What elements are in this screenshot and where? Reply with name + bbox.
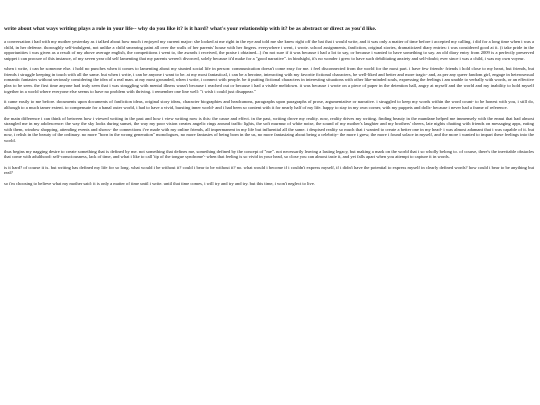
paragraph: the main difference i can think of between how i viewed writing in the past and how i view writing now is this: the cause and effect. in the past, writing drove my reality. now, reality drives my writing. finding beauty in the mundane helped me immensely with the ennui that had almost strangled me in my adolescence: the way the sky looks during sunset, the way my poor vision creates angelic rings around traffic lights, the soft murmur of white noise, the sound of my mother's laughter and my brothers' cheers, late nights chatting with friends on messaging apps, eating with them, window shopping, attending events and shows- the connections i've made with my online friends, all impermanent in my life but influential all the same. i despised reality so much that i wanted to create a better one in my head- i was almost adamant that i was capable of it. but now, i relish in the beauty of the ordinary. no more "born in the wrong generation" monologues, no more fantasies of being born in the us, no more fantasizing about being a celebrity- the more i grew, the more i found solace in myself, and the more i wanted to impart these feelings into the world.	[4, 115, 534, 143]
paragraph: it came easily to me before. documents upon documents of fanfiction ideas, original story ideas, character biographies and headcanons, paragraphs upon paragraphs of prose, argumentative or narrative. i struggled to keep my words within the word count- to be honest with you, i still do, although to a much tamer extent. to compensate for a banal outer world, i had to have a vivid, bursting inner world- and i had been so content with it for nearly half of my life. happy to stay in my own corner, with my puppets and dolls- because i never had a frame of reference.	[4, 99, 534, 110]
document-page	[4, 26, 534, 192]
paragraph: thus begins my nagging desire to create something that is defined by me. not something that defines me, something defined by the concept of "me". not necessarily leaving a lasting legacy, but making a mark on the world that i so wholly belong to. of course, there's the inevitable obstacles that come with adulthood: self-consciousness, lack of time, and what i like to call 'tip of the tongue syndrome'- when that feeling is so vivid in your head, so close you can almost taste it, and yet falls apart when you attempt to capture it in words.	[4, 148, 534, 160]
paragraph: when i write, i can be someone else. i hold no punches when it comes to lamenting about my stunted social life in person: communication doesn't come easy for me. i feel disconnected from the world for the most part. i have few friends- friends i hold close to my heart, but friends, but friends i struggle keeping in touch with all the same. but when i write, i can be anyone i want to be. at my most fantastical, i can be a heroine, interacting with my favorite fictional characters, be well-liked and better and more tragic- and, as per any queer fandom girl, engage in heterosexual romantic fantasies without seriously considering the idea of a real man. at my most grounded, when i write, i connect with people. be it putting fictional characters in interesting situations with other like-minded souls, expressing the feelings i am unable to verbally with words, or an effective plea to be seen. the first time anyone had truly seen that i was struggling with mental illness wasn't because i reached out or because i had a visible meltdown. it was because i wrote on a piece of paper in the detention hall, angry at myself and the world and my inability to hold myself together in a world where everyone else seems to have no problem with thriving. i remember one line well: "i wish i could just disappear."	[4, 66, 534, 94]
paragraph: is it hard? of course it is. but writing has defined my life for so long. what would i be without it? could i bear to be without it? no. what would i become if i couldn't express myself, if i didn't have the potential to express myself in clearly defined words? how could i bear to be anything but real?	[4, 164, 534, 176]
document-title: write about what ways writing plays a role in your life-- why do you like it? is it hard? what's your relationship with it? be as abstract or direct as you'd like.	[4, 26, 377, 32]
paragraph: so i'm choosing to believe what my mother said: it is only a matter of time until i write. until that time comes, i will try and try and try. but this time, i won't neglect to live.	[4, 181, 315, 187]
paragraph: a conversation i had with my mother yesterday as i talked about how much i enjoyed my current major: she looked at me right in the eye and told me she knew right off the bat that i would write, and it was only a matter of time before i accepted my calling. i did for a long time when i was a child, in her defense. thoroughly self-indulgent, not unlike a child smearing paint all over the walls of her parents' house with her fingers. everywhere i went, i wrote. school assignments, fanfiction, original stories, dramaticized diary entries: i was considered good at it. (i take pride in the opportunities i was given as a result of my above average english, the competitions i went to, the awards i received, the praise i obtained...) i'm not sure if it was because i had a lot to say, or because i wanted to have something to say. an old diary entry from 2009 is a perfectly preserved snippet i can procure of this instance, of my seven year old self lamenting that my parents weren't divorced, solely because it'd make for a "good narrative". in hindsight, it's no wonder i grew to have such debilitating anxiety and self-doubt; ever since i was a child, i was my own voyeur.	[4, 39, 534, 61]
